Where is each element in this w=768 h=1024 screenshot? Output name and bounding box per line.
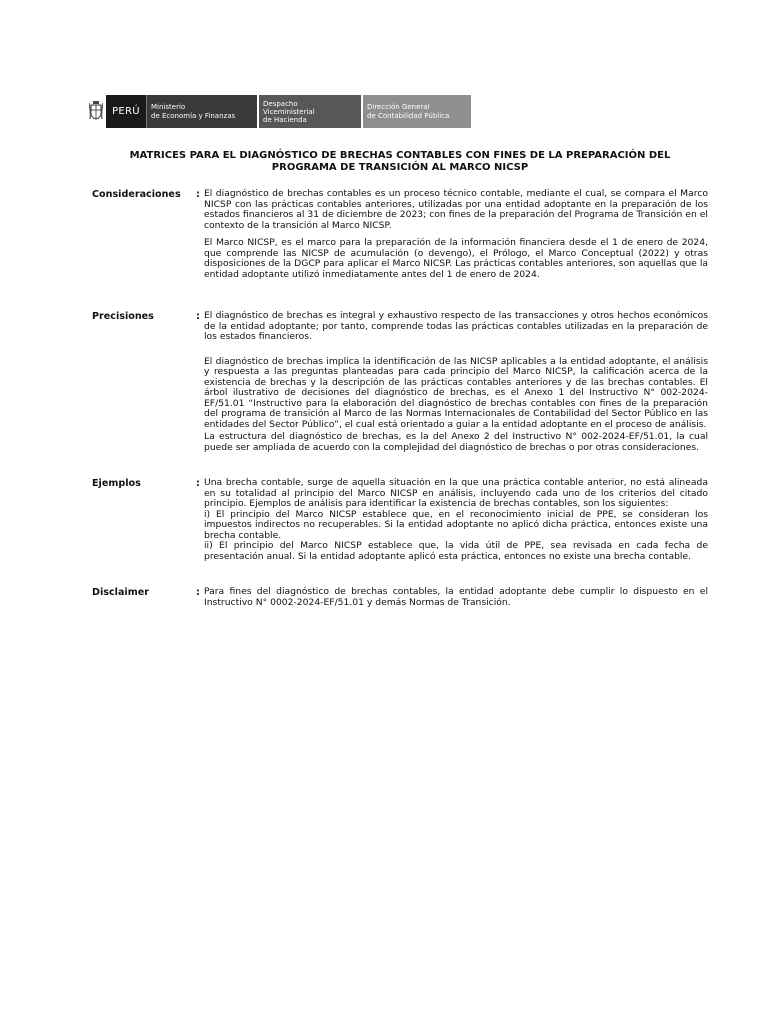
coat-of-arms-icon [88, 95, 104, 128]
despacho-badge [259, 95, 361, 128]
ministry-badge [146, 95, 257, 128]
document-title [92, 150, 708, 174]
ejemplos-paragraph-2: i) El principio del Marco NICSP establece que, en el reconocimiento inicial de PPE, se consideran los impuestos indirectos no recuperables. Si la entidad adoptante no aplicó dicha práctica, entonces existe una brecha contable. [204, 508, 708, 541]
section-label-consideraciones: Consideraciones [92, 189, 181, 200]
section-label-ejemplos: Ejemplos [92, 478, 141, 489]
label-separator: : [196, 311, 200, 322]
section-ejemplos [92, 478, 708, 575]
despacho-line1: Despacho [263, 99, 298, 108]
precisiones-paragraph-3: La estructura del diagnóstico de brechas, es la del Anexo 2 del Instructivo N° 002-2024-EF/51.01, la cual puede ser ampliada de acuerdo con la complejidad del diagnóstico de brechas o por otras consideraciones. [204, 431, 708, 453]
label-separator: : [196, 478, 200, 489]
despacho-line2: Viceministerial [263, 107, 315, 116]
ministry-line1: Ministerio [151, 102, 186, 111]
consideraciones-paragraph-1: El diagnóstico de brechas contables es un proceso técnico contable, mediante el cual, se compara el Marco NICSP con las prácticas contables anteriores, utilizadas por una entidad adoptante en la preparación de los estados financieros al 31 de diciembre de 2023; con fines de la preparación del Programa de Transición en el contexto de la transición al Marco NICSP. [204, 188, 708, 231]
section-label-precisiones: Precisiones [92, 311, 154, 322]
direccion-line2: de Contabilidad Pública [367, 111, 450, 120]
label-separator: : [196, 189, 200, 200]
section-content-precisiones [204, 311, 708, 453]
label-separator: : [196, 587, 200, 598]
section-precisiones [92, 311, 708, 453]
peru-badge [106, 95, 146, 128]
consideraciones-paragraph-2: El Marco NICSP, es el marco para la preparación de la información financiera desde el 1 de enero de 2024, que comprende las NICSP de acumulación (o devengo), el Prólogo, el Marco Conceptual (2022) y otras disposiciones de la DGCP para aplicar el Marco NICSP. Las prácticas contables anteriores, son aquellas que la entidad adoptante utilizó inmediatamente antes del 1 de enero de 2024. [204, 237, 708, 280]
section-content-disclaimer [204, 587, 708, 608]
title-line2: PROGRAMA DE TRANSICIÓN AL MARCO NICSP [271, 162, 529, 173]
government-header [88, 95, 471, 128]
despacho-line3: de Hacienda [263, 115, 307, 124]
section-content-ejemplos [204, 478, 708, 575]
ejemplos-paragraph-3: ii) El principio del Marco NICSP establece que, la vida útil de PPE, sea revisada en cada fecha de presentación anual. Si la entidad adoptante aplicó esta práctica, entonces no existe una brecha contable. [204, 540, 708, 562]
section-disclaimer [92, 587, 708, 608]
precisiones-paragraph-1: El diagnóstico de brechas es integral y exhaustivo respecto de las transacciones y otros hechos económicos de la entidad adoptante; por tanto, comprende todas las prácticas contables utilizadas en la preparación de los estados financieros. [204, 310, 708, 342]
section-label-disclaimer: Disclaimer [92, 587, 149, 598]
direccion-badge [363, 95, 471, 128]
ejemplos-paragraph-1: Una brecha contable, surge de aquella situación en la que una práctica contable anterior, no está alineada en su totalidad al principio del Marco NICSP en análisis, incluyendo cada uno de los criterios del citado principio. Ejemplos de análisis para identificar la existencia de brechas contables, son los siguientes: [204, 478, 708, 509]
disclaimer-paragraph-1: Para fines del diagnóstico de brechas contables, la entidad adoptante debe cumplir lo dispuesto en el Instructivo N° 0002-2024-EF/51.01 y demás Normas de Transición. [204, 586, 708, 608]
title-line1: MATRICES PARA EL DIAGNÓSTICO DE BRECHAS CONTABLES CON FINES DE LA PREPARACIÓN DEL [129, 150, 671, 161]
precisiones-paragraph-2: El diagnóstico de brechas implica la identificación de las NICSP aplicables a la entidad adoptante, el análisis y respuesta a las preguntas planteadas para cada principio del Marco NICSP, la calificación acerca de la existencia de brechas y la descripción de las prácticas contables anteriores y de las brechas contables. El árbol ilustrativo de decisiones del diagnóstico de brechas, es el Anexo 1 del Instructivo N° 002-2024-EF/51.01 “Instructivo para la elaboración del diagnóstico de brechas contables con fines de la preparación del programa de transición al Marco de las Normas Internacionales de Contabilidad del Sector Público en las entidades del Sector Público”, el cual está orientado a guiar a la entidad adoptante en el proceso de análisis. [204, 355, 708, 430]
direccion-line1: Dirección General [367, 102, 430, 111]
section-content-consideraciones [204, 189, 708, 280]
section-consideraciones [92, 189, 708, 280]
peru-label: PERÚ [112, 106, 140, 117]
ministry-line2: de Economía y Finanzas [151, 111, 236, 120]
